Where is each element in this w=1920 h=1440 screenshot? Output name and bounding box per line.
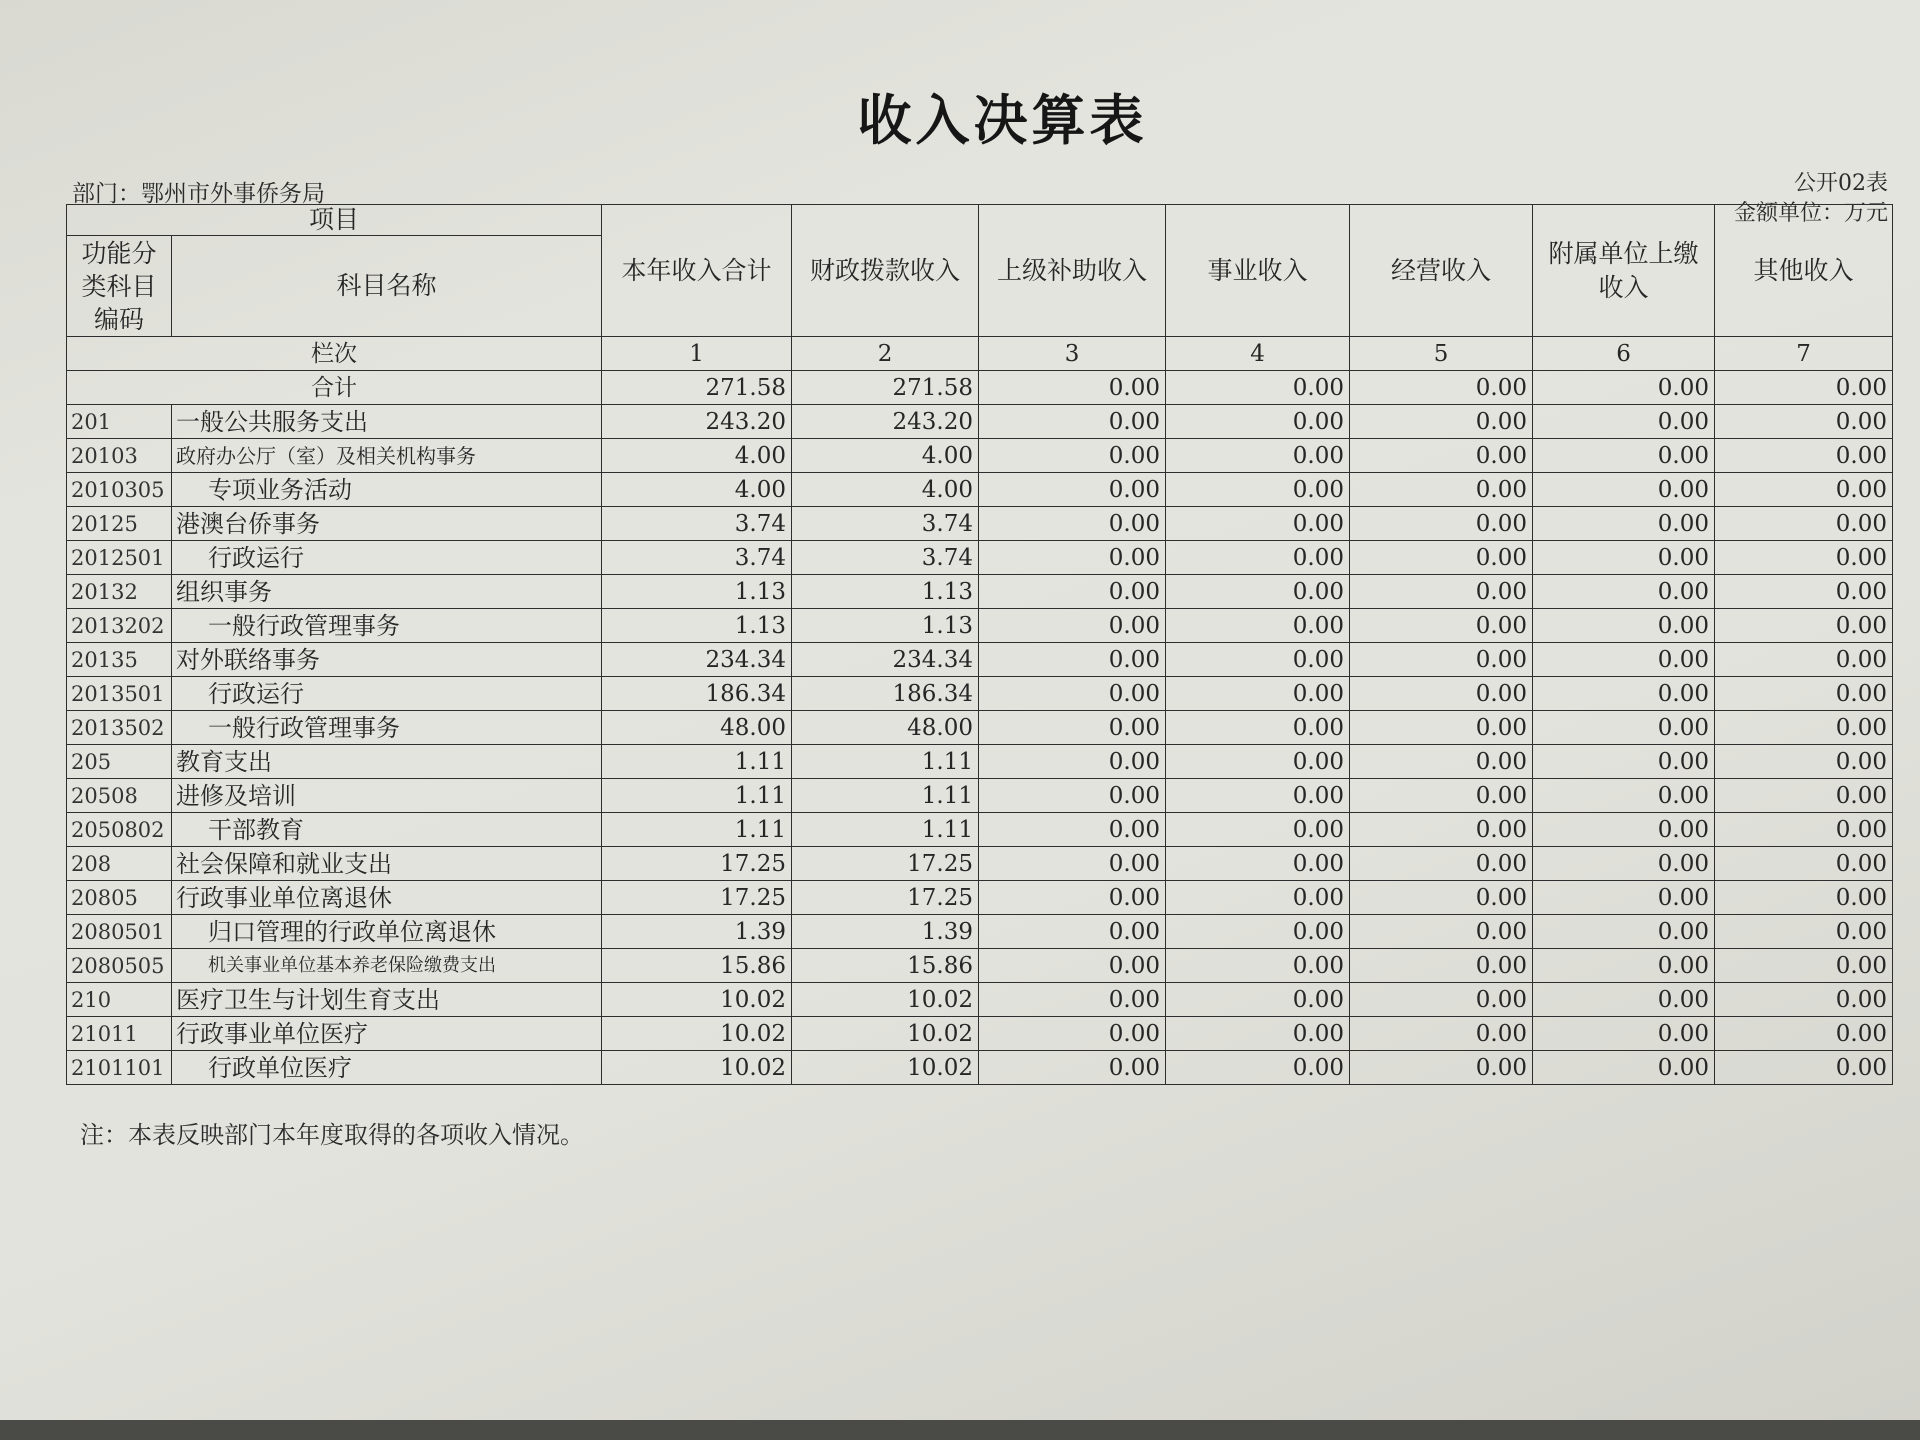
amount-cell: 0.00	[979, 677, 1166, 711]
amount-cell: 0.00	[1533, 745, 1715, 779]
amount-cell: 0.00	[1715, 915, 1893, 949]
amount-cell: 1.11	[792, 745, 979, 779]
table-row	[67, 745, 1893, 779]
subject-code: 21011	[67, 1017, 172, 1051]
amount-cell: 0.00	[979, 439, 1166, 473]
subject-name: 一般公共服务支出	[172, 405, 602, 439]
amount-cell: 0.00	[1350, 609, 1533, 643]
amount-cell: 0.00	[1350, 813, 1533, 847]
subject-code: 210	[67, 983, 172, 1017]
income-table	[66, 204, 1893, 1085]
amount-cell: 0.00	[979, 1017, 1166, 1051]
subject-code: 208	[67, 847, 172, 881]
amount-cell: 1.13	[792, 609, 979, 643]
amount-cell: 4.00	[602, 439, 792, 473]
total-value: 271.58	[602, 371, 792, 405]
subject-code: 2013202	[67, 609, 172, 643]
amount-cell: 0.00	[1350, 983, 1533, 1017]
amount-cell: 0.00	[979, 541, 1166, 575]
subject-code: 2013501	[67, 677, 172, 711]
amount-cell: 0.00	[1533, 983, 1715, 1017]
amount-cell: 186.34	[602, 677, 792, 711]
amount-cell: 0.00	[1533, 677, 1715, 711]
amount-cell: 0.00	[1533, 405, 1715, 439]
column-number: 5	[1350, 337, 1533, 371]
amount-cell: 0.00	[1715, 711, 1893, 745]
subject-code: 2010305	[67, 473, 172, 507]
amount-cell: 0.00	[979, 745, 1166, 779]
amount-cell: 0.00	[1166, 575, 1350, 609]
subject-code: 20135	[67, 643, 172, 677]
amount-cell: 15.86	[602, 949, 792, 983]
subject-name: 教育支出	[172, 745, 602, 779]
subject-code: 20805	[67, 881, 172, 915]
amount-cell: 0.00	[1715, 1017, 1893, 1051]
amount-cell: 0.00	[1715, 507, 1893, 541]
subject-name: 社会保障和就业支出	[172, 847, 602, 881]
amount-cell: 0.00	[1350, 643, 1533, 677]
column-header: 财政拨款收入	[792, 205, 979, 337]
amount-cell: 48.00	[792, 711, 979, 745]
table-row	[67, 541, 1893, 575]
amount-cell: 0.00	[979, 983, 1166, 1017]
amount-cell: 186.34	[792, 677, 979, 711]
table-row	[67, 643, 1893, 677]
amount-cell: 0.00	[1533, 643, 1715, 677]
subject-code: 2101101	[67, 1051, 172, 1085]
amount-cell: 0.00	[1166, 507, 1350, 541]
amount-cell: 0.00	[1715, 643, 1893, 677]
column-number: 6	[1533, 337, 1715, 371]
column-number: 3	[979, 337, 1166, 371]
amount-cell: 0.00	[979, 643, 1166, 677]
amount-cell: 0.00	[1533, 949, 1715, 983]
amount-cell: 10.02	[792, 983, 979, 1017]
column-header: 上级补助收入	[979, 205, 1166, 337]
amount-cell: 0.00	[979, 507, 1166, 541]
subject-code: 20103	[67, 439, 172, 473]
amount-cell: 0.00	[1350, 1017, 1533, 1051]
amount-cell: 0.00	[1715, 847, 1893, 881]
amount-cell: 1.11	[602, 813, 792, 847]
table-row	[67, 983, 1893, 1017]
amount-cell: 0.00	[1166, 405, 1350, 439]
amount-cell: 0.00	[979, 473, 1166, 507]
amount-cell: 17.25	[792, 847, 979, 881]
amount-cell: 0.00	[1166, 473, 1350, 507]
subject-name: 行政运行	[172, 677, 602, 711]
amount-cell: 0.00	[1166, 779, 1350, 813]
column-number: 7	[1715, 337, 1893, 371]
amount-cell: 0.00	[1166, 643, 1350, 677]
subject-name: 政府办公厅（室）及相关机构事务	[172, 439, 602, 473]
amount-unit: 金额单位：万元	[1733, 201, 1888, 226]
subject-name: 机关事业单位基本养老保险缴费支出	[172, 949, 602, 983]
amount-cell: 0.00	[1715, 405, 1893, 439]
amount-cell: 1.11	[792, 779, 979, 813]
amount-cell: 3.74	[792, 541, 979, 575]
amount-cell: 0.00	[1350, 745, 1533, 779]
amount-cell: 0.00	[1350, 949, 1533, 983]
column-number: 1	[602, 337, 792, 371]
amount-cell: 0.00	[1350, 711, 1533, 745]
amount-cell: 17.25	[602, 881, 792, 915]
amount-cell: 48.00	[602, 711, 792, 745]
amount-cell: 243.20	[602, 405, 792, 439]
amount-cell: 0.00	[1533, 847, 1715, 881]
column-header: 事业收入	[1166, 205, 1350, 337]
amount-cell: 0.00	[1350, 405, 1533, 439]
amount-cell: 0.00	[1533, 439, 1715, 473]
amount-cell: 1.11	[602, 745, 792, 779]
amount-cell: 1.39	[602, 915, 792, 949]
subject-name: 干部教育	[172, 813, 602, 847]
subject-name: 一般行政管理事务	[172, 711, 602, 745]
table-note: 注：本表反映部门本年度取得的各项收入情况。	[80, 1121, 584, 1149]
subject-code: 2013502	[67, 711, 172, 745]
total-value: 0.00	[1715, 371, 1893, 405]
table-row	[67, 847, 1893, 881]
amount-cell: 0.00	[1350, 881, 1533, 915]
amount-cell: 1.13	[602, 575, 792, 609]
amount-cell: 0.00	[1166, 915, 1350, 949]
total-value: 271.58	[792, 371, 979, 405]
table-row	[67, 915, 1893, 949]
table-row	[67, 439, 1893, 473]
amount-cell: 0.00	[1166, 745, 1350, 779]
subject-name: 港澳台侨事务	[172, 507, 602, 541]
amount-cell: 0.00	[1350, 677, 1533, 711]
table-row	[67, 1017, 1893, 1051]
amount-cell: 4.00	[792, 439, 979, 473]
amount-cell: 0.00	[1715, 677, 1893, 711]
table-row	[67, 609, 1893, 643]
table-row	[67, 1051, 1893, 1085]
subject-name: 专项业务活动	[172, 473, 602, 507]
subject-name: 行政事业单位医疗	[172, 1017, 602, 1051]
table-row	[67, 949, 1893, 983]
total-label: 合计	[67, 371, 602, 405]
table-row	[67, 711, 1893, 745]
amount-cell: 0.00	[979, 881, 1166, 915]
amount-cell: 234.34	[602, 643, 792, 677]
amount-cell: 0.00	[1715, 541, 1893, 575]
subject-code: 20508	[67, 779, 172, 813]
total-value: 0.00	[979, 371, 1166, 405]
amount-cell: 234.34	[792, 643, 979, 677]
table-row	[67, 473, 1893, 507]
table-row	[67, 779, 1893, 813]
subject-code: 2080501	[67, 915, 172, 949]
document-title: 收入决算表	[857, 88, 1148, 152]
amount-cell: 0.00	[979, 405, 1166, 439]
amount-cell: 0.00	[1350, 473, 1533, 507]
amount-cell: 0.00	[1533, 1051, 1715, 1085]
subject-name: 组织事务	[172, 575, 602, 609]
amount-cell: 1.11	[602, 779, 792, 813]
total-value: 0.00	[1166, 371, 1350, 405]
table-row	[67, 575, 1893, 609]
subject-name: 一般行政管理事务	[172, 609, 602, 643]
amount-cell: 0.00	[1533, 1017, 1715, 1051]
column-header: 经营收入	[1350, 205, 1533, 337]
amount-cell: 0.00	[979, 779, 1166, 813]
column-header: 其他收入	[1715, 205, 1893, 337]
subject-name: 行政运行	[172, 541, 602, 575]
subject-code: 2050802	[67, 813, 172, 847]
amount-cell: 0.00	[1715, 983, 1893, 1017]
amount-cell: 10.02	[792, 1017, 979, 1051]
subject-name: 行政事业单位离退休	[172, 881, 602, 915]
subject-code: 2080505	[67, 949, 172, 983]
header-row-1	[67, 205, 1893, 236]
total-value: 0.00	[1350, 371, 1533, 405]
amount-cell: 3.74	[792, 507, 979, 541]
amount-cell: 0.00	[1533, 915, 1715, 949]
amount-cell: 0.00	[1715, 473, 1893, 507]
amount-cell: 0.00	[1533, 575, 1715, 609]
amount-cell: 10.02	[602, 1051, 792, 1085]
amount-cell: 1.39	[792, 915, 979, 949]
amount-cell: 3.74	[602, 507, 792, 541]
amount-cell: 10.02	[792, 1051, 979, 1085]
column-number-row	[67, 337, 1893, 371]
subject-name: 医疗卫生与计划生育支出	[172, 983, 602, 1017]
amount-cell: 17.25	[792, 881, 979, 915]
amount-cell: 0.00	[1166, 813, 1350, 847]
amount-cell: 1.13	[602, 609, 792, 643]
amount-cell: 0.00	[1350, 575, 1533, 609]
amount-cell: 0.00	[979, 813, 1166, 847]
amount-cell: 0.00	[1533, 541, 1715, 575]
total-value: 0.00	[1533, 371, 1715, 405]
amount-cell: 1.13	[792, 575, 979, 609]
amount-cell: 0.00	[1715, 949, 1893, 983]
amount-cell: 0.00	[1166, 711, 1350, 745]
amount-cell: 0.00	[1533, 473, 1715, 507]
table-row	[67, 881, 1893, 915]
subject-name: 归口管理的行政单位离退休	[172, 915, 602, 949]
table-row	[67, 813, 1893, 847]
amount-cell: 0.00	[1533, 507, 1715, 541]
subject-code: 201	[67, 405, 172, 439]
amount-cell: 0.00	[1715, 609, 1893, 643]
amount-cell: 0.00	[1350, 847, 1533, 881]
project-header: 项目	[67, 205, 602, 236]
amount-cell: 0.00	[1166, 949, 1350, 983]
column-number: 2	[792, 337, 979, 371]
amount-cell: 0.00	[1350, 915, 1533, 949]
amount-cell: 0.00	[1533, 711, 1715, 745]
subject-name: 行政单位医疗	[172, 1051, 602, 1085]
column-header: 本年收入合计	[602, 205, 792, 337]
amount-cell: 0.00	[1166, 847, 1350, 881]
department-label: 部门：鄂州市外事侨务局	[72, 181, 325, 207]
amount-cell: 0.00	[979, 609, 1166, 643]
table-row	[67, 405, 1893, 439]
subject-name: 进修及培训	[172, 779, 602, 813]
amount-cell: 0.00	[979, 949, 1166, 983]
name-header: 科目名称	[172, 236, 602, 337]
column-header: 附属单位上缴收入	[1533, 205, 1715, 337]
code-header: 功能分类科目编码	[67, 236, 172, 337]
amount-cell: 0.00	[1350, 779, 1533, 813]
form-number: 公开02表	[1794, 171, 1888, 196]
subject-name: 对外联络事务	[172, 643, 602, 677]
amount-cell: 0.00	[1715, 813, 1893, 847]
amount-cell: 0.00	[1715, 575, 1893, 609]
amount-cell: 10.02	[602, 983, 792, 1017]
amount-cell: 0.00	[1166, 881, 1350, 915]
amount-cell: 0.00	[979, 711, 1166, 745]
amount-cell: 0.00	[1166, 439, 1350, 473]
subject-code: 2012501	[67, 541, 172, 575]
amount-cell: 0.00	[1715, 745, 1893, 779]
amount-cell: 1.11	[792, 813, 979, 847]
amount-cell: 0.00	[1350, 1051, 1533, 1085]
amount-cell: 0.00	[979, 1051, 1166, 1085]
column-number-label: 栏次	[67, 337, 602, 371]
amount-cell: 0.00	[1166, 677, 1350, 711]
subject-code: 20132	[67, 575, 172, 609]
amount-cell: 0.00	[1166, 1051, 1350, 1085]
amount-cell: 0.00	[1533, 609, 1715, 643]
subject-code: 205	[67, 745, 172, 779]
amount-cell: 3.74	[602, 541, 792, 575]
amount-cell: 243.20	[792, 405, 979, 439]
amount-cell: 4.00	[792, 473, 979, 507]
amount-cell: 0.00	[1350, 507, 1533, 541]
desk-edge	[0, 1420, 1920, 1440]
amount-cell: 15.86	[792, 949, 979, 983]
amount-cell: 0.00	[1350, 541, 1533, 575]
amount-cell: 0.00	[1166, 609, 1350, 643]
column-number: 4	[1166, 337, 1350, 371]
amount-cell: 0.00	[1715, 439, 1893, 473]
amount-cell: 0.00	[1533, 813, 1715, 847]
amount-cell: 0.00	[1350, 439, 1533, 473]
total-row	[67, 371, 1893, 405]
table-row	[67, 507, 1893, 541]
amount-cell: 0.00	[1533, 779, 1715, 813]
subject-code: 20125	[67, 507, 172, 541]
amount-cell: 17.25	[602, 847, 792, 881]
amount-cell: 0.00	[1166, 1017, 1350, 1051]
amount-cell: 0.00	[979, 915, 1166, 949]
amount-cell: 0.00	[979, 847, 1166, 881]
amount-cell: 10.02	[602, 1017, 792, 1051]
amount-cell: 0.00	[1715, 779, 1893, 813]
amount-cell: 0.00	[1166, 541, 1350, 575]
amount-cell: 0.00	[1715, 1051, 1893, 1085]
amount-cell: 0.00	[979, 575, 1166, 609]
table-row	[67, 677, 1893, 711]
amount-cell: 0.00	[1166, 983, 1350, 1017]
amount-cell: 0.00	[1533, 881, 1715, 915]
amount-cell: 0.00	[1715, 881, 1893, 915]
amount-cell: 4.00	[602, 473, 792, 507]
